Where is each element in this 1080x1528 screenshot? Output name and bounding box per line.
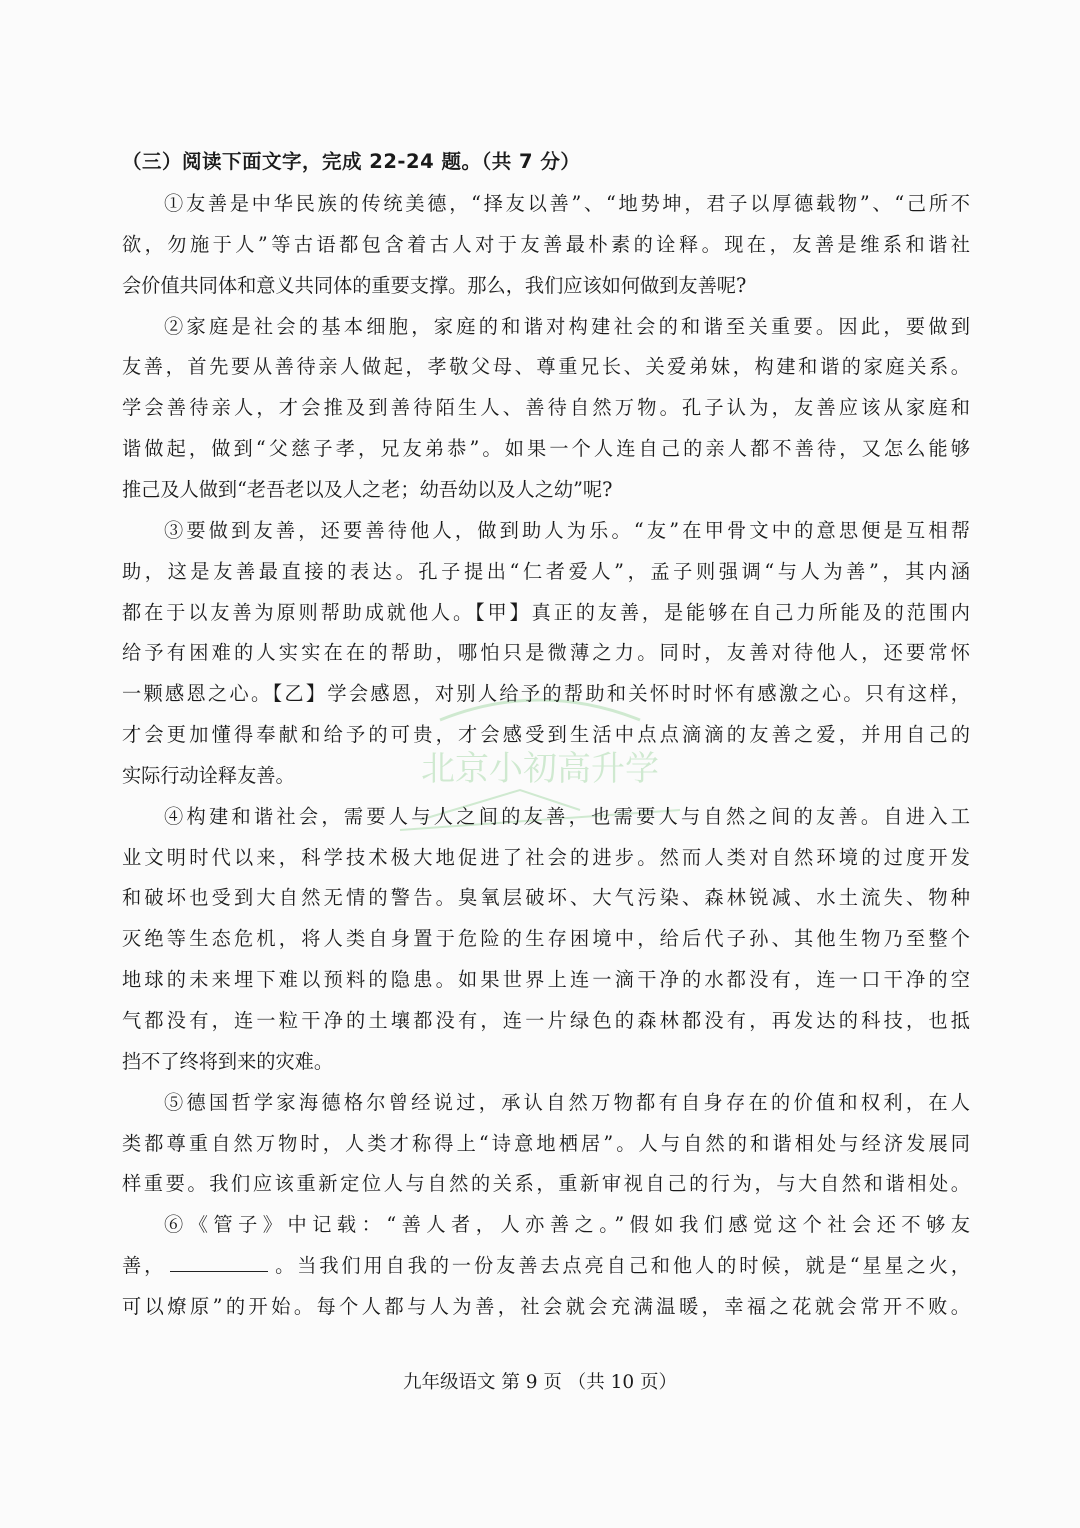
passage-line: ①友善是中华民族的传统美德，“择友以善”、“地势坤，君子以厚德载物”、“己所不 <box>164 192 970 215</box>
section-heading: （三）阅读下面文字，完成 22-24 题。（共 7 分） <box>122 150 581 173</box>
passage-line: 实际行动诠释友善。 <box>122 763 295 787</box>
passage-line: 欲，勿施于人”等古语都包含着古人对于友善最朴素的诠释。现在，友善是维系和谐社 <box>122 232 970 256</box>
passage-line: 都在于以友善为原则帮助成就他人。【甲】真正的友善，是能够在自己力所能及的范围内 <box>122 600 970 624</box>
passage-line: 会价值共同体和意义共同体的重要支撑。那么，我们应该如何做到友善呢? <box>122 273 747 297</box>
passage-line: 助，这是友善最直接的表达。孔子提出“仁者爱人”，孟子则强调“与人为善”，其内涵 <box>122 559 970 583</box>
passage-line-text: 善， <box>122 1254 167 1278</box>
passage-line: 一颗感恩之心。【乙】学会感恩，对别人给予的帮助和关怀时时怀有感激之心。只有这样， <box>122 682 970 706</box>
passage-line: 谐做起，做到“父慈子孝，兄友弟恭”。如果一个人连自己的亲人都不善待，又怎么能够 <box>122 437 970 461</box>
passage-line: ②家庭是社会的基本细胞，家庭的和谐对构建社会的和谐至关重要。因此，要做到 <box>164 314 970 338</box>
passage-line: 给予有困难的人实实在在的帮助，哪怕只是微薄之力。同时，友善对待他人，还要常怀 <box>122 641 970 665</box>
watermark-text: 北京小初高升学 <box>421 749 659 789</box>
passage-line: ⑥《管子》中记载：“善人者，人亦善之。”假如我们感觉这个社会还不够友 <box>164 1213 970 1237</box>
passage-line: 地球的未来埋下难以预料的隐患。如果世界上连一滴干净的水都没有，连一口干净的空 <box>122 968 970 992</box>
passage-line: 可以燎原”的开始。每个人都与人为善，社会就会充满温暖，幸福之花就会常开不败。 <box>122 1294 970 1318</box>
passage-line: ⑤德国哲学家海德格尔曾经说过，承认自然万物都有自身存在的价值和权利，在人 <box>164 1090 970 1114</box>
passage-line: 友善，首先要从善待亲人做起，孝敬父母、尊重兄长、关爱弟妹，构建和谐的家庭关系。 <box>122 355 970 379</box>
passage-line: 才会更加懂得奉献和给予的可贵，才会感受到生活中点点滴滴的友善之爱，并用自己的 <box>122 723 970 747</box>
passage-line: 推己及人做到“老吾老以及人之老；幼吾幼以及人之幼”呢? <box>122 477 613 501</box>
passage-line: 类都尊重自然万物时，人类才称得上“诗意地栖居”。人与自然的和谐相处与经济发展同 <box>122 1131 970 1155</box>
passage-line: 学会善待亲人，才会推及到善待陌生人、善待自然万物。孔子认为，友善应该从家庭和 <box>122 396 970 420</box>
passage-line <box>122 1246 970 1286</box>
passage-line-text: 。当我们用自我的一份友善去点亮自己和他人的时候，就是“星星之火， <box>272 1254 970 1278</box>
passage-line: 气都没有，连一粒干净的土壤都没有，连一片绿色的森林都没有，再发达的科技，也抵 <box>122 1009 970 1032</box>
passage-line: 业文明时代以来，科学技术极大地促进了社会的进步。然而人类对自然环境的过度开发 <box>122 845 970 869</box>
passage-line: 样重要。我们应该重新定位人与自然的关系，重新审视自己的行为，与大自然和谐相处。 <box>122 1172 970 1196</box>
passage-line: 和破坏也受到大自然无情的警告。臭氧层破坏、大气污染、森林锐减、水土流失、物种 <box>122 886 970 910</box>
passage-line: 灭绝等生态危机，将人类自身置于危险的生存困境中，给后代子孙、其他生物乃至整个 <box>122 927 970 951</box>
passage-line: ③要做到友善，还要善待他人，做到助人为乐。“友”在甲骨文中的意思便是互相帮 <box>164 518 970 542</box>
answer-blank[interactable] <box>170 1249 268 1272</box>
passage-line: 挡不了终将到来的灾难。 <box>122 1049 334 1073</box>
passage-line: ④构建和谐社会，需要人与人之间的友善，也需要人与自然之间的友善。自进入工 <box>164 804 970 828</box>
page-footer: 九年级语文 第 9 页 （共 10 页） <box>402 1372 678 1393</box>
